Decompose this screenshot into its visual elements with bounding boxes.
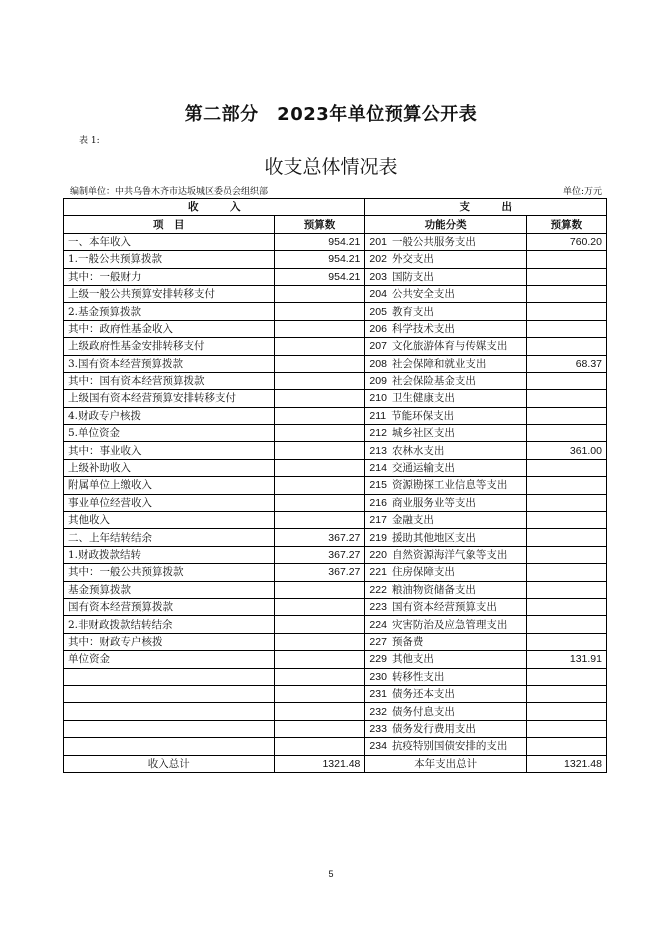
function-item bbox=[365, 668, 526, 685]
income-amount: 367.27 bbox=[274, 564, 365, 581]
income-amount bbox=[274, 720, 365, 737]
income-amount bbox=[274, 685, 365, 702]
function-code: 209 bbox=[369, 375, 387, 388]
function-item bbox=[365, 268, 526, 285]
function-label: 交通运输支出 bbox=[391, 462, 455, 475]
function-code: 230 bbox=[369, 670, 387, 683]
function-code: 221 bbox=[369, 566, 387, 579]
function-label: 社会保险基金支出 bbox=[391, 375, 476, 388]
function-label: 教育支出 bbox=[391, 305, 434, 318]
table-meta bbox=[70, 184, 602, 197]
function-amount: 760.20 bbox=[526, 233, 606, 250]
income-amount bbox=[274, 407, 365, 424]
function-amount: 131.91 bbox=[526, 651, 606, 668]
function-code: 220 bbox=[369, 549, 387, 561]
table-title: 收支总体情况表 bbox=[264, 156, 398, 178]
income-amount: 954.21 bbox=[274, 233, 365, 250]
table-header-row-1 bbox=[64, 199, 607, 216]
function-code: 213 bbox=[369, 444, 387, 457]
income-item: 其中：一般公共预算拨款 bbox=[64, 564, 275, 581]
table-row bbox=[64, 616, 607, 633]
function-item bbox=[365, 233, 526, 250]
function-amount bbox=[526, 633, 606, 650]
income-amount bbox=[274, 355, 365, 372]
function-label: 金融支出 bbox=[391, 514, 434, 527]
function-label: 节能环保支出 bbox=[391, 409, 455, 422]
function-code: 201 bbox=[369, 235, 387, 248]
function-item bbox=[365, 512, 526, 529]
function-item bbox=[365, 425, 526, 442]
function-label: 预备费 bbox=[391, 635, 424, 648]
table-number: 表 1: bbox=[79, 136, 100, 146]
function-item bbox=[365, 320, 526, 337]
income-item: 其中：财政专户核拨 bbox=[64, 633, 275, 650]
function-label: 住房保障支出 bbox=[391, 566, 455, 579]
function-amount bbox=[526, 338, 606, 355]
income-amount bbox=[274, 651, 365, 668]
function-label: 城乡社区支出 bbox=[391, 427, 455, 440]
function-code: 202 bbox=[369, 253, 387, 266]
function-amount bbox=[526, 407, 606, 424]
function-item bbox=[365, 703, 526, 720]
function-amount bbox=[526, 546, 606, 563]
function-amount bbox=[526, 268, 606, 285]
function-item bbox=[365, 477, 526, 494]
function-code: 206 bbox=[369, 322, 387, 335]
table-row bbox=[64, 338, 607, 355]
currency-unit: 单位:万元 bbox=[562, 187, 602, 197]
function-item bbox=[365, 494, 526, 511]
function-item bbox=[365, 738, 526, 755]
table-row bbox=[64, 494, 607, 511]
table-row bbox=[64, 442, 607, 459]
compiler-unit: 编制单位：中共乌鲁木齐市达坂城区委员会组织部 bbox=[70, 187, 269, 197]
function-item bbox=[365, 251, 526, 268]
income-item: 其中：一般财力 bbox=[64, 268, 275, 285]
function-amount bbox=[526, 477, 606, 494]
table-row bbox=[64, 407, 607, 424]
function-label: 卫生健康支出 bbox=[391, 392, 455, 405]
table-row bbox=[64, 251, 607, 268]
function-label: 自然资源海洋气象等支出 bbox=[391, 549, 508, 561]
function-item bbox=[365, 355, 526, 372]
function-amount bbox=[526, 320, 606, 337]
income-item bbox=[64, 703, 275, 720]
table-row bbox=[64, 651, 607, 668]
function-amount: 361.00 bbox=[526, 442, 606, 459]
expense-total-amount: 1321.48 bbox=[526, 755, 606, 772]
function-label: 国有资本经营预算支出 bbox=[391, 601, 497, 614]
function-code: 212 bbox=[369, 427, 387, 440]
income-amount bbox=[274, 512, 365, 529]
function-code: 214 bbox=[369, 462, 387, 475]
table-row bbox=[64, 425, 607, 442]
income-amount bbox=[274, 285, 365, 302]
function-code: 211 bbox=[369, 409, 387, 422]
function-amount bbox=[526, 390, 606, 407]
income-item: 1.一般公共预算拨款 bbox=[64, 251, 275, 268]
income-amount bbox=[274, 494, 365, 511]
income-item: 2.基金预算拨款 bbox=[64, 303, 275, 320]
function-label: 援助其他地区支出 bbox=[391, 531, 476, 544]
income-item: 基金预算拨款 bbox=[64, 581, 275, 598]
part-title: 第二部分 2023年单位预算公开表 bbox=[184, 104, 478, 125]
function-item bbox=[365, 338, 526, 355]
income-amount bbox=[274, 320, 365, 337]
function-amount bbox=[526, 512, 606, 529]
function-code: 233 bbox=[369, 722, 387, 735]
function-code: 227 bbox=[369, 635, 387, 648]
table-row bbox=[64, 738, 607, 755]
expense-header: 支 出 bbox=[365, 199, 607, 216]
function-amount bbox=[526, 303, 606, 320]
income-item: 上级一般公共预算安排转移支付 bbox=[64, 285, 275, 302]
function-item bbox=[365, 390, 526, 407]
income-item: 其中：国有资本经营预算拨款 bbox=[64, 372, 275, 389]
column-header-item: 项 目 bbox=[64, 216, 275, 233]
function-code: 210 bbox=[369, 392, 387, 405]
function-label: 社会保障和就业支出 bbox=[391, 357, 487, 370]
income-item: 上级政府性基金安排转移支付 bbox=[64, 338, 275, 355]
function-amount bbox=[526, 581, 606, 598]
table-row bbox=[64, 320, 607, 337]
function-item bbox=[365, 720, 526, 737]
function-code: 204 bbox=[369, 288, 387, 301]
function-code: 215 bbox=[369, 479, 387, 492]
income-item: 1.财政拨款结转 bbox=[64, 546, 275, 563]
function-amount bbox=[526, 616, 606, 633]
function-amount bbox=[526, 685, 606, 702]
table-row bbox=[64, 285, 607, 302]
income-amount: 954.21 bbox=[274, 268, 365, 285]
function-label: 一般公共服务支出 bbox=[391, 235, 476, 248]
function-item bbox=[365, 685, 526, 702]
function-code: 205 bbox=[369, 305, 387, 318]
table-row bbox=[64, 372, 607, 389]
income-amount bbox=[274, 633, 365, 650]
income-amount bbox=[274, 372, 365, 389]
income-expense-table bbox=[63, 198, 607, 773]
function-code: 231 bbox=[369, 688, 387, 701]
function-amount bbox=[526, 529, 606, 546]
function-label: 公共安全支出 bbox=[391, 288, 455, 301]
income-amount bbox=[274, 303, 365, 320]
table-row bbox=[64, 581, 607, 598]
function-item bbox=[365, 598, 526, 615]
function-code: 234 bbox=[369, 740, 387, 753]
income-amount bbox=[274, 425, 365, 442]
income-amount bbox=[274, 616, 365, 633]
function-amount bbox=[526, 494, 606, 511]
function-label: 债务付息支出 bbox=[391, 705, 455, 718]
function-code: 224 bbox=[369, 618, 387, 631]
column-header-function: 功能分类 bbox=[365, 216, 526, 233]
function-item bbox=[365, 581, 526, 598]
income-amount: 367.27 bbox=[274, 529, 365, 546]
table-row bbox=[64, 668, 607, 685]
column-header-amount: 预算数 bbox=[274, 216, 365, 233]
income-item: 其中：政府性基金收入 bbox=[64, 320, 275, 337]
function-code: 216 bbox=[369, 496, 387, 509]
income-amount: 367.27 bbox=[274, 546, 365, 563]
function-item bbox=[365, 459, 526, 476]
function-label: 文化旅游体育与传媒支出 bbox=[391, 340, 508, 353]
page-number: 5 bbox=[328, 869, 334, 879]
function-amount bbox=[526, 703, 606, 720]
function-code: 203 bbox=[369, 270, 387, 283]
table-header-row-2 bbox=[64, 216, 607, 233]
income-amount bbox=[274, 598, 365, 615]
function-label: 外交支出 bbox=[391, 253, 434, 266]
total-row bbox=[64, 755, 607, 772]
income-amount bbox=[274, 477, 365, 494]
function-item bbox=[365, 564, 526, 581]
table-row bbox=[64, 390, 607, 407]
function-item bbox=[365, 407, 526, 424]
function-code: 229 bbox=[369, 653, 387, 666]
function-label: 抗疫特别国债安排的支出 bbox=[391, 740, 508, 753]
table-row bbox=[64, 564, 607, 581]
income-item: 上级国有资本经营预算安排转移支付 bbox=[64, 390, 275, 407]
income-item: 单位资金 bbox=[64, 651, 275, 668]
table-row bbox=[64, 355, 607, 372]
table-row bbox=[64, 720, 607, 737]
function-code: 217 bbox=[369, 514, 387, 527]
table-row bbox=[64, 703, 607, 720]
function-item bbox=[365, 372, 526, 389]
table-row bbox=[64, 685, 607, 702]
function-item bbox=[365, 546, 526, 563]
income-amount bbox=[274, 459, 365, 476]
income-amount bbox=[274, 668, 365, 685]
table-row bbox=[64, 512, 607, 529]
income-amount bbox=[274, 390, 365, 407]
income-item: 4.财政专户核拨 bbox=[64, 407, 275, 424]
income-item: 5.单位资金 bbox=[64, 425, 275, 442]
function-amount bbox=[526, 738, 606, 755]
income-item bbox=[64, 668, 275, 685]
income-item: 国有资本经营预算拨款 bbox=[64, 598, 275, 615]
function-amount bbox=[526, 668, 606, 685]
table-row bbox=[64, 546, 607, 563]
function-label: 灾害防治及应急管理支出 bbox=[391, 618, 508, 631]
income-total-label: 收入总计 bbox=[64, 755, 275, 772]
function-item bbox=[365, 633, 526, 650]
function-label: 粮油物资储备支出 bbox=[391, 583, 476, 596]
function-item bbox=[365, 285, 526, 302]
table-row bbox=[64, 529, 607, 546]
function-item bbox=[365, 442, 526, 459]
function-amount bbox=[526, 564, 606, 581]
table-row bbox=[64, 268, 607, 285]
function-amount bbox=[526, 372, 606, 389]
expense-total-label: 本年支出总计 bbox=[365, 755, 526, 772]
function-amount bbox=[526, 285, 606, 302]
income-item: 一、本年收入 bbox=[64, 233, 275, 250]
function-label: 国防支出 bbox=[391, 270, 434, 283]
income-item bbox=[64, 720, 275, 737]
function-amount bbox=[526, 720, 606, 737]
column-header-function-amount: 预算数 bbox=[526, 216, 606, 233]
income-amount: 954.21 bbox=[274, 251, 365, 268]
function-item bbox=[365, 616, 526, 633]
function-label: 科学技术支出 bbox=[391, 322, 455, 335]
table-row bbox=[64, 459, 607, 476]
function-label: 其他支出 bbox=[391, 653, 434, 666]
function-code: 207 bbox=[369, 340, 387, 353]
income-amount bbox=[274, 738, 365, 755]
function-amount bbox=[526, 598, 606, 615]
function-label: 转移性支出 bbox=[391, 670, 445, 683]
income-item: 2.非财政拨款结转结余 bbox=[64, 616, 275, 633]
function-amount: 68.37 bbox=[526, 355, 606, 372]
income-header: 收 入 bbox=[64, 199, 365, 216]
income-item bbox=[64, 738, 275, 755]
function-label: 债务还本支出 bbox=[391, 688, 455, 701]
income-item: 二、上年结转结余 bbox=[64, 529, 275, 546]
table-row bbox=[64, 598, 607, 615]
function-code: 223 bbox=[369, 601, 387, 614]
income-item: 其他收入 bbox=[64, 512, 275, 529]
income-amount bbox=[274, 703, 365, 720]
income-amount bbox=[274, 442, 365, 459]
income-item bbox=[64, 685, 275, 702]
function-label: 商业服务业等支出 bbox=[391, 496, 476, 509]
function-label: 资源勘探工业信息等支出 bbox=[391, 479, 508, 492]
income-amount bbox=[274, 338, 365, 355]
table-row bbox=[64, 303, 607, 320]
income-total-amount: 1321.48 bbox=[274, 755, 365, 772]
function-item bbox=[365, 529, 526, 546]
function-item bbox=[365, 303, 526, 320]
function-label: 债务发行费用支出 bbox=[391, 722, 476, 735]
function-item bbox=[365, 651, 526, 668]
function-label: 农林水支出 bbox=[391, 444, 445, 457]
table-row bbox=[64, 633, 607, 650]
income-item: 附属单位上缴收入 bbox=[64, 477, 275, 494]
table-row bbox=[64, 233, 607, 250]
function-code: 222 bbox=[369, 583, 387, 596]
income-amount bbox=[274, 581, 365, 598]
income-item: 其中：事业收入 bbox=[64, 442, 275, 459]
income-item: 事业单位经营收入 bbox=[64, 494, 275, 511]
income-item: 上级补助收入 bbox=[64, 459, 275, 476]
table-row bbox=[64, 477, 607, 494]
function-code: 232 bbox=[369, 705, 387, 718]
function-code: 219 bbox=[369, 531, 387, 544]
function-code: 208 bbox=[369, 357, 387, 370]
function-amount bbox=[526, 459, 606, 476]
function-amount bbox=[526, 251, 606, 268]
function-amount bbox=[526, 425, 606, 442]
income-item: 3.国有资本经营预算拨款 bbox=[64, 355, 275, 372]
